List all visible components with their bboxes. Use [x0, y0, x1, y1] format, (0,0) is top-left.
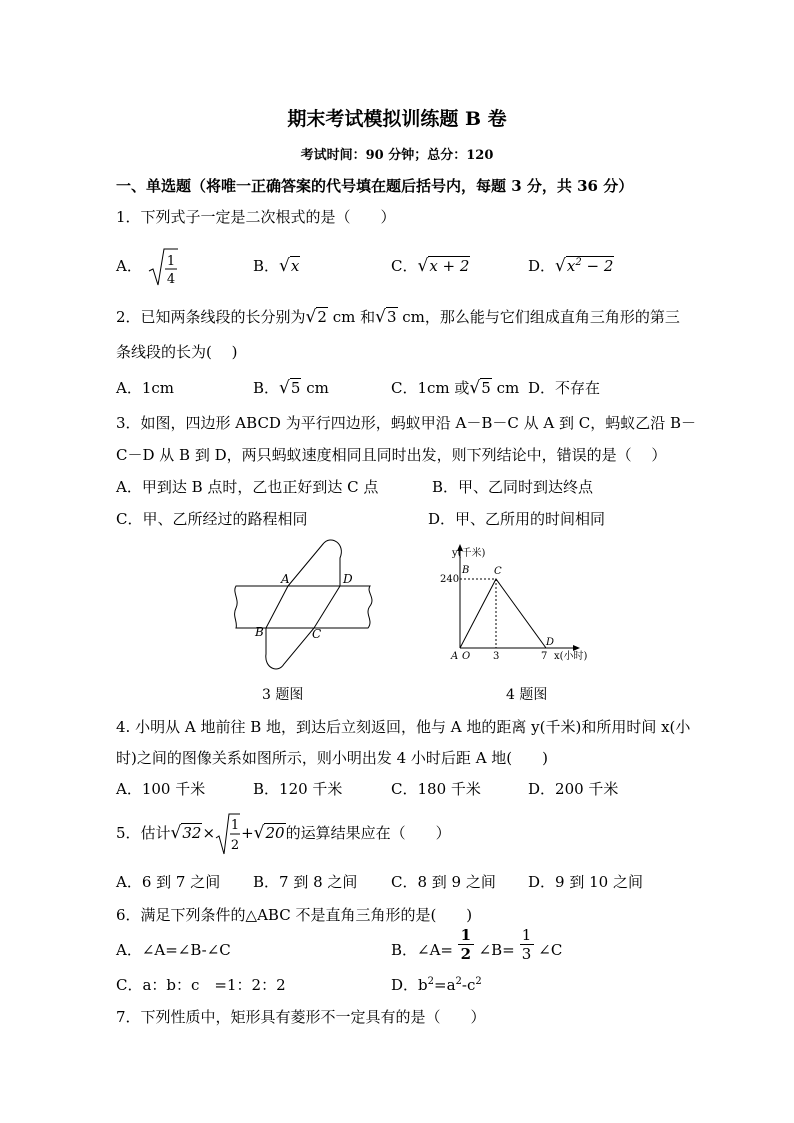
section-heading: 一、单选题（将唯一正确答案的代号填在题后括号内，每题 3 分，共 36 分） [116, 177, 634, 195]
question-2-stem-line2: 条线段的长为( ) [116, 343, 238, 361]
q5-option-a: A．6 到 7 之间 [116, 873, 221, 891]
q1-a-den: 4 [166, 272, 175, 287]
q3-option-a: A．甲到达 B 点时，乙也正好到达 C 点 [116, 478, 379, 496]
question-3-line1: 3．如图，四边形 ABCD 为平行四边形，蚂蚁甲沿 A－B－C 从 A 到 C，蚂蚁乙沿 B－ [116, 414, 696, 432]
q5-sqrt-half [215, 812, 241, 856]
figure-3-parallelogram [228, 536, 378, 676]
exam-info: 考试时间：90 分钟；总分：120 [300, 148, 494, 163]
fig3-label-a: A [281, 572, 290, 586]
question-4-line1: 4. 小明从 A 地前往 B 地，到达后立刻返回，他与 A 地的距离 y(千米)和所用时间 x(小 [116, 718, 691, 736]
q2-option-d: D．不存在 [528, 379, 601, 397]
q4-option-c: C．180 千米 [391, 780, 481, 798]
figure-4-caption: 4 题图 [506, 687, 548, 703]
question-2-stem: 2．已知两条线段的长分别为√2 cm 和√3 cm，那么能与它们组成直角三角形的第三 [116, 307, 680, 327]
q4-option-d: D．200 千米 [528, 780, 619, 798]
fig4-label-a: A [451, 651, 459, 662]
fig3-label-b: B [255, 625, 264, 639]
q1-option-a: A． 1 4 [116, 247, 179, 287]
question-6-stem: 6．满足下列条件的△ABC 不是直角三角形的是( ) [116, 906, 473, 924]
question-3-line2: C－D 从 B 到 D，两只蚂蚁速度相同且同时出发，则下列结论中，错误的是（ ） [116, 446, 667, 464]
fig4-y-axis-label: y(千米) [452, 548, 486, 559]
question-5-stem: 5．估计√32× 1 2 +√20的运算结果应在（ ） [116, 812, 451, 856]
q1-option-c: C．√x + 2 [391, 256, 470, 276]
fig4-x-tick-3: 3 [493, 651, 500, 662]
q6-option-c: C．a：b：c =1：2：2 [116, 976, 286, 994]
q6-b-num1: 1 [458, 926, 474, 945]
q1-a-num: 1 [166, 254, 175, 269]
question-7-stem: 7．下列性质中，矩形具有菱形不一定具有的是（ ） [116, 1008, 486, 1026]
figure-4-graph [436, 542, 596, 666]
q6-option-a: A．∠A=∠B-∠C [116, 941, 231, 959]
q1-option-d: D．$√x^2 - 2$ [528, 256, 614, 276]
q5-option-c: C．8 到 9 之间 [391, 873, 496, 891]
q4-option-b: B．120 千米 [253, 780, 343, 798]
q3-option-d: D．甲、乙所用的时间相同 [428, 510, 606, 528]
q6-b-den2: 3 [521, 945, 532, 963]
q2-option-c: C．1cm 或√5 cm [391, 378, 520, 398]
q3-option-c: C．甲、乙所经过的路程相同 [116, 510, 308, 528]
q3-option-b: B．甲、乙同时到达终点 [432, 478, 594, 496]
q2-option-b: B．√5 cm [253, 378, 329, 398]
fig4-label-o: O [462, 651, 471, 662]
figure-3-caption: 3 题图 [262, 687, 304, 703]
q5-option-d: D．9 到 10 之间 [528, 873, 643, 891]
fig4-label-c: C [494, 566, 502, 577]
fig4-y-tick: 240 [440, 574, 460, 585]
fig3-label-c: C [312, 627, 322, 641]
q6-option-d: D．$b^2=a^2-c^2$ [391, 976, 482, 994]
q6-b-num2: 1 [520, 926, 534, 945]
question-1-stem: 1．下列式子一定是二次根式的是（ ） [116, 208, 396, 226]
q6-option-b: B．∠A= $\frac{1}{2}$ ∠B= $\frac{1}{3}$ ∠C [391, 926, 563, 963]
fig4-x-axis-label: x(小时) [554, 651, 588, 662]
q1-option-b: B．√x [253, 256, 300, 276]
q5-frac-den: 2 [230, 838, 240, 853]
fig4-label-d: D [546, 637, 555, 648]
q2-option-a: A．1cm [116, 379, 175, 397]
q6-b-den1: 2 [460, 945, 471, 963]
page-title: 期末考试模拟训练题 B 卷 [287, 108, 507, 130]
q5-frac-num: 1 [230, 818, 240, 833]
fig3-label-d: D [343, 572, 353, 586]
question-4-line2: 时)之间的图像关系如图所示，则小明出发 4 小时后距 A 地( ) [116, 749, 549, 767]
q5-option-b: B．7 到 8 之间 [253, 873, 358, 891]
q4-option-a: A．100 千米 [116, 780, 206, 798]
fig4-label-b: B [462, 565, 470, 576]
q1-a-sqrt [147, 247, 179, 287]
fig4-x-tick-7: 7 [541, 651, 548, 662]
